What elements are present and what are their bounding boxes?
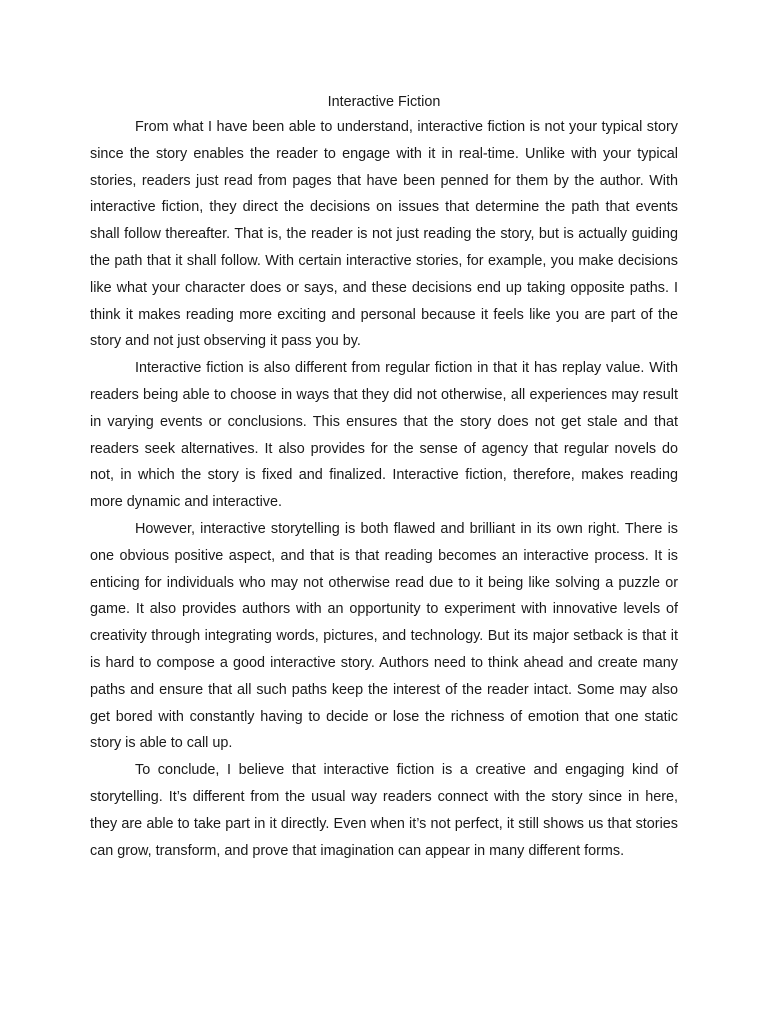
paragraph-1: From what I have been able to understand, interactive fiction is not your typical story since the story enables the reader to engage with it in real-time. Unlike with your typical stories, readers just read from pages that have been penned for them by the author. With interactive fiction, they direct the decisions on issues that determine the path that events shall follow thereafter. That is, the reader is not just reading the story, but is actually guiding the path that it shall follow. With certain interactive stories, for example, you make decisions like what your character does or says, and these decisions end up taking opposite paths. I think it makes reading more exciting and personal because it feels like you are part of the story and not just observing it pass you by. [90, 119, 678, 350]
document-page [90, 92, 678, 864]
paragraph-4: To conclude, I believe that interactive fiction is a creative and engaging kind of storytelling. It’s different from the usual way readers connect with the story since in here, they are able to take part in it directly. Even when it’s not perfect, it still shows us that stories can grow, transform, and prove that imagination can appear in many different forms. [90, 762, 678, 859]
paragraph-2: Interactive fiction is also different from regular fiction in that it has replay value. With readers being able to choose in ways that they did not otherwise, all experiences may result in varying events or conclusions. This ensures that the story does not get stale and that readers seek alternatives. It also provides for the sense of agency that regular novels do not, in which the story is fixed and finalized. Interactive fiction, therefore, makes reading more dynamic and interactive. [90, 360, 678, 511]
paragraph-3: However, interactive storytelling is both flawed and brilliant in its own right. There is one obvious positive aspect, and that is that reading becomes an interactive process. It is enticing for individuals who may not otherwise read due to it being like solving a puzzle or game. It also provides authors with an opportunity to experiment with innovative levels of creativity through integrating words, pictures, and technology. But its major setback is that it is hard to compose a good interactive story. Authors need to think ahead and create many paths and ensure that all such paths keep the interest of the reader intact. Some may also get bored with constantly having to decide or lose the richness of emotion that one static story is able to call up. [90, 520, 678, 752]
document-title: Interactive Fiction [327, 94, 441, 110]
